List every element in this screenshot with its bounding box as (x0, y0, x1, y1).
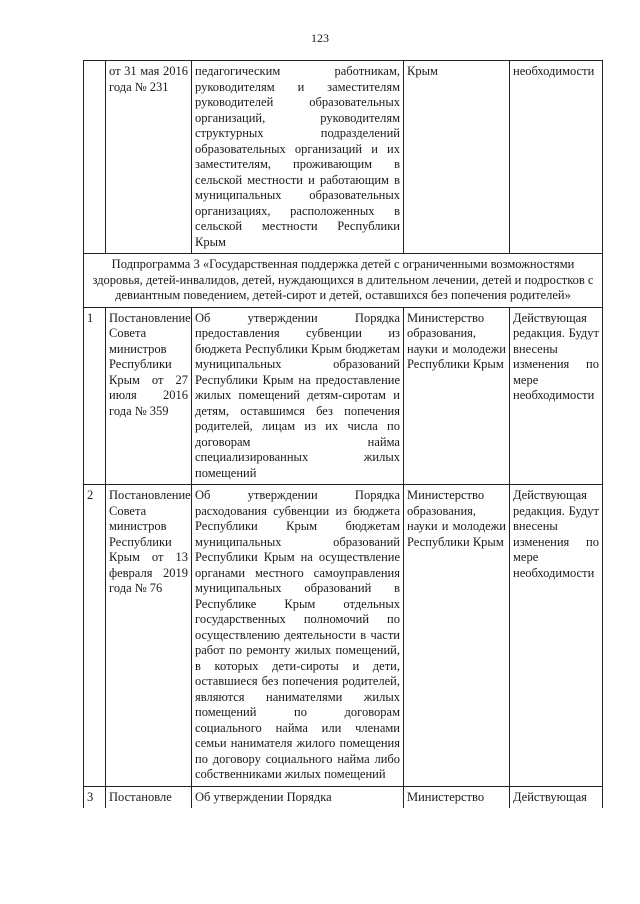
row-number: 3 (84, 786, 106, 808)
table-row (84, 307, 603, 485)
document-reference: Постановление Совета министров Республики Крым от 27 июля 2016 года № 359 (106, 307, 192, 485)
responsible-executor: Министерство (404, 786, 510, 808)
status-note: Действующая редакция. Будут внесены изменения по мере необходимости (510, 307, 603, 485)
row-number: 2 (84, 485, 106, 787)
document-reference: от 31 мая 2016 года № 231 (106, 61, 192, 254)
subprogram-row (84, 254, 603, 308)
document-title: педагогическим работникам, руководителям и заместителям руководителей образовательных организаций, руководителям структурных подразделений образовательных организаций и их заместителям, проживающим в сельской местности и работающим в муниципальных образовательных организациях, расположенных в сельской местности Республики Крым (192, 61, 404, 254)
document-title: Об утверждении Порядка предоставления субвенции из бюджета Республики Крым бюджетам муниципальных образований Республики Крым на предоставление жилых помещений детям-сиротам и детям, оставшимся без попечения родителей, лицам из их числа по договорам найма специализированных жилых помещений (192, 307, 404, 485)
document-reference: Постановление Совета министров Республики Крым от 13 февраля 2019 года № 76 (106, 485, 192, 787)
document-table (83, 60, 603, 808)
table-row (84, 786, 603, 808)
table-row (84, 485, 603, 787)
page-number: 123 (311, 31, 329, 45)
responsible-executor: Министерство образования, науки и молодежи Республики Крым (404, 485, 510, 787)
document-title: Об утверждении Порядка (192, 786, 404, 808)
table-row (84, 61, 603, 254)
responsible-executor: Крым (404, 61, 510, 254)
row-number: 1 (84, 307, 106, 485)
document-reference: Постановле (106, 786, 192, 808)
row-number (84, 61, 106, 254)
status-note: необходимости (510, 61, 603, 254)
status-note: Действующая редакция. Будут внесены изменения по мере необходимости (510, 485, 603, 787)
subprogram-title: Подпрограмма 3 «Государственная поддержка детей с ограниченными возможностями здоровья, детей-инвалидов, детей, нуждающихся в длительном лечении, детей и подростков с девиантным поведением, детей-сирот и детей, оставшихся без попечения родителей» (84, 254, 603, 308)
responsible-executor: Министерство образования, науки и молодежи Республики Крым (404, 307, 510, 485)
document-title: Об утверждении Порядка расходования субвенции из бюджета Республики Крым бюджетам муниципальных образований Республики Крым на осуществление органами местного самоуправления муниципальных образований в Республике Крым отдельных государственных полномочий по осуществлению деятельности в части работ по ремонту жилых помещений, в которых дети-сироты и дети, оставшиеся без попечения родителей, являются нанимателями жилых помещений по договорам социального найма или членами семьи нанимателя жилого помещения по договору социального найма либо собственниками жилых помещений (192, 485, 404, 787)
status-note: Действующая (510, 786, 603, 808)
